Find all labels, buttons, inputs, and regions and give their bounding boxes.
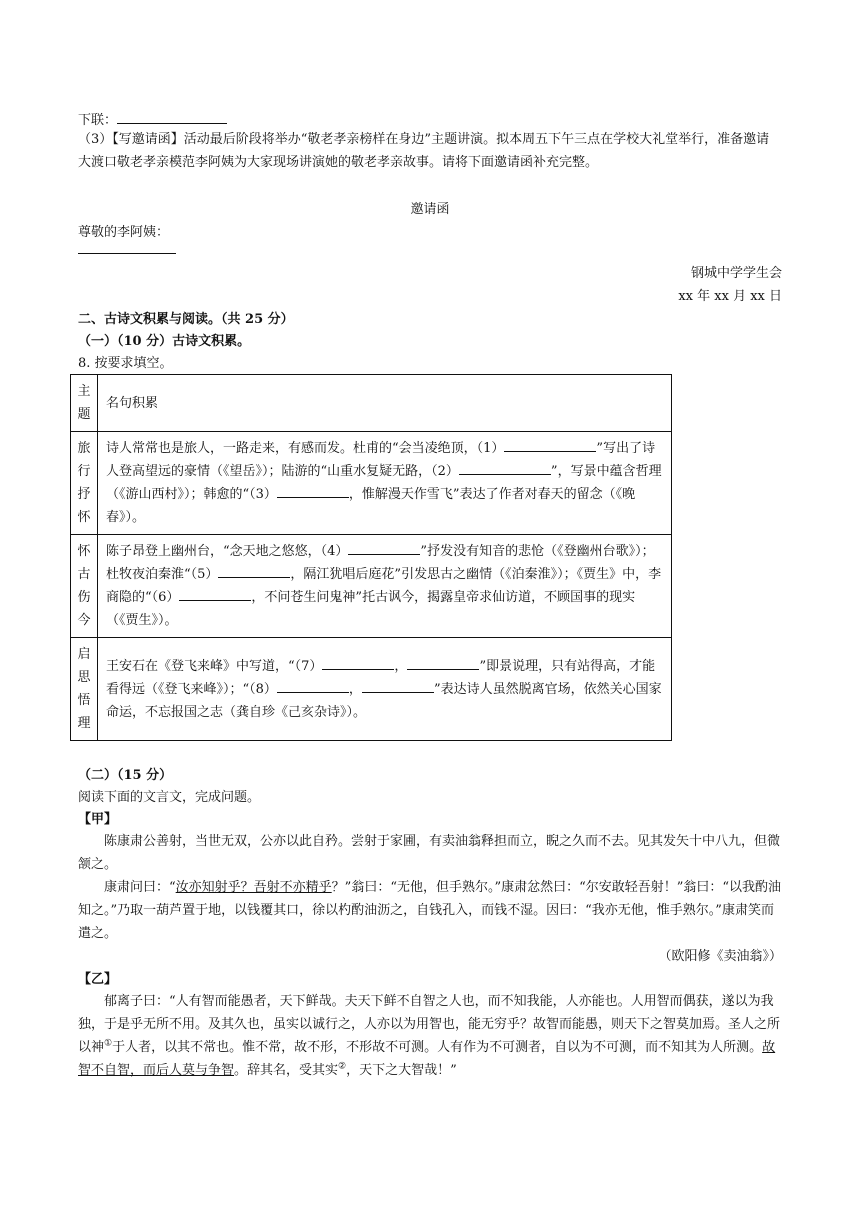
row2-text-1: 陈子昂登上幽州台，“念天地之悠悠，（4） (106, 544, 349, 559)
row2-text-2: ”抒发没有知音的悲怆（《登幽州台歌》）；杜牧夜泊秦淮“（5） (106, 544, 655, 582)
blank-7a[interactable] (322, 655, 394, 670)
jia-p2-b: ？”翁曰：“无他，但手熟尔。”康肃忿然曰：“尔安敢轻吾射！”翁曰：“以我酌油知之。”乃取一葫芦置于地，以钱覆其口，徐以杓酌油沥之，自钱孔入，而钱不湿。因曰：“我亦无他，惟手熟尔。”康肃笑而遣之。 (78, 880, 782, 941)
subsection-1-heading: （一）（10 分）古诗文积累。 (78, 334, 251, 349)
table-header-theme: 主题 (71, 375, 98, 432)
passage-yi-label: 【乙】 (78, 972, 118, 987)
blank-3[interactable] (277, 483, 349, 498)
letter-salutation: 尊敬的李阿姨： (78, 225, 170, 240)
underlined-sentence-2: 故智不自智，而后人莫与争智 (78, 1040, 776, 1078)
table-row (71, 432, 672, 535)
passage-jia-paragraph-1: 陈康肃公善射，当世无双，公亦以此自矜。尝射于家圃，有卖油翁释担而立，睨之久而不去。见其发矢十中八九，但微颔之。 (78, 834, 781, 872)
table-row (71, 638, 672, 741)
table-row-theme: 怀古伤今 (71, 535, 98, 638)
question-8: 8. 按要求填空。 (78, 356, 173, 371)
question-3 (78, 128, 782, 174)
table-header-content: 名句积累 (98, 375, 672, 432)
row3-text-5: ”表达诗人虽然脱离官场，依然关心国家命运，不忘报国之志（龚自珍《己亥杂诗》）。 (106, 681, 662, 720)
reading-instruction: 阅读下面的文言文，完成问题。 (78, 790, 261, 805)
passage-yi-paragraph (78, 990, 782, 1082)
subsection-2-heading: （二）（15 分） (78, 768, 173, 783)
yi-c: 。辞其名，受其实 (234, 1063, 339, 1078)
question-3-text: （3）【写邀请函】活动最后阶段将举办“敬老孝亲榜样在身边”主题讲演。拟本周五下午三点在学校大礼堂举行，准备邀请大渡口敬老孝亲模范李阿姨为大家现场讲演她的敬老孝亲故事。请将下面邀请函补充完整。 (78, 132, 770, 170)
row3-text-1: 王安石在《登飞来峰》中写道，“（7） (106, 658, 323, 674)
row2-text-3: ，隔江犹唱后庭花”引发思古之幽情（《泊秦淮》）；《贾生》中，李商隐的“（6） (106, 567, 662, 605)
row1-text-2: ”写出了诗人登高望远的豪情（《望岳》）；陆游的“山重水复疑无路，（2） (106, 441, 656, 479)
row3-text-4: ， (348, 681, 362, 697)
table-row-theme: 旅行抒怀 (71, 432, 98, 535)
letter-signer: 钢城中学学生会 (690, 266, 782, 281)
yi-b: 于人者，以其不常也。惟不常，故不形，不形故不可测。人有作为不可测者，自以为不可测，而不知其为人所测。 (112, 1040, 763, 1055)
blank-4[interactable] (348, 540, 420, 555)
table-row-theme: 启思悟理 (71, 638, 98, 741)
blank-8b[interactable] (362, 678, 434, 693)
footnote-mark-2: ② (338, 1061, 347, 1072)
letter-body-blank[interactable] (78, 239, 176, 254)
jia-p2-a: 康肃问曰：“ (104, 880, 176, 895)
yi-d: ，天下之大智哉！” (346, 1063, 457, 1078)
xialian-blank[interactable] (117, 107, 227, 124)
letter-date: xx 年 xx 月 xx 日 (678, 289, 782, 304)
section-2-heading: 二、古诗文积累与阅读。（共 25 分） (78, 312, 294, 327)
blank-6[interactable] (179, 586, 251, 601)
row3-text-3: ”即景说理，只有站得高，才能看得远（《登飞来峰》）；“（8） (106, 658, 656, 697)
blank-7b[interactable] (407, 655, 479, 670)
row3-text-2: ， (394, 658, 408, 674)
fill-in-table (70, 374, 672, 741)
yi-a: 郁离子曰：“人有智而能愚者，天下鲜哉。夫天下鲜不自智之人也，而不知我能，人亦能也。人用智而偶获，遂以为我独，于是乎无所不用。及其久也，虽实以诚行之，人亦以为用智也，能无穷乎？故智而能愚，则天下之智莫加焉。圣人之所以神 (78, 994, 781, 1055)
letter-title: 邀请函 (410, 202, 450, 217)
passage-jia-source: （欧阳修《卖油翁》） (658, 949, 782, 964)
table-header-row (71, 375, 672, 432)
table-row-content (98, 432, 672, 535)
table-row-content (98, 638, 672, 741)
blank-5[interactable] (218, 563, 290, 578)
passage-jia (78, 830, 782, 945)
passage-jia-paragraph-2 (78, 876, 782, 945)
table-row-content (98, 535, 672, 638)
blank-1[interactable] (504, 437, 596, 452)
row2-text-4: ，不问苍生问鬼神”托古讽今，揭露皇帝求仙访道，不顾国事的现实（《贾生》）。 (106, 590, 636, 628)
footnote-mark-1: ① (104, 1038, 113, 1049)
row1-text-4: ，惟解漫天作雪飞”表达了作者对春天的留念（《晚春》）。 (106, 487, 636, 525)
passage-jia-label: 【甲】 (78, 812, 118, 827)
row1-text-1: 诗人常常也是旅人，一路走来，有感而发。杜甫的“会当凌绝顶，（1） (106, 441, 505, 456)
xialian-label: 下联： (78, 113, 118, 128)
letter-body-line[interactable] (78, 239, 782, 254)
row1-text-3: ”，写景中蕴含哲理（《游山西村》）；韩愈的“（3） (106, 464, 662, 502)
blank-8a[interactable] (277, 678, 349, 693)
table-row (71, 535, 672, 638)
underlined-sentence-1: 汝亦知射乎？吾射不亦精乎 (175, 880, 332, 895)
passage-yi (78, 990, 782, 1082)
blank-2[interactable] (459, 460, 551, 475)
